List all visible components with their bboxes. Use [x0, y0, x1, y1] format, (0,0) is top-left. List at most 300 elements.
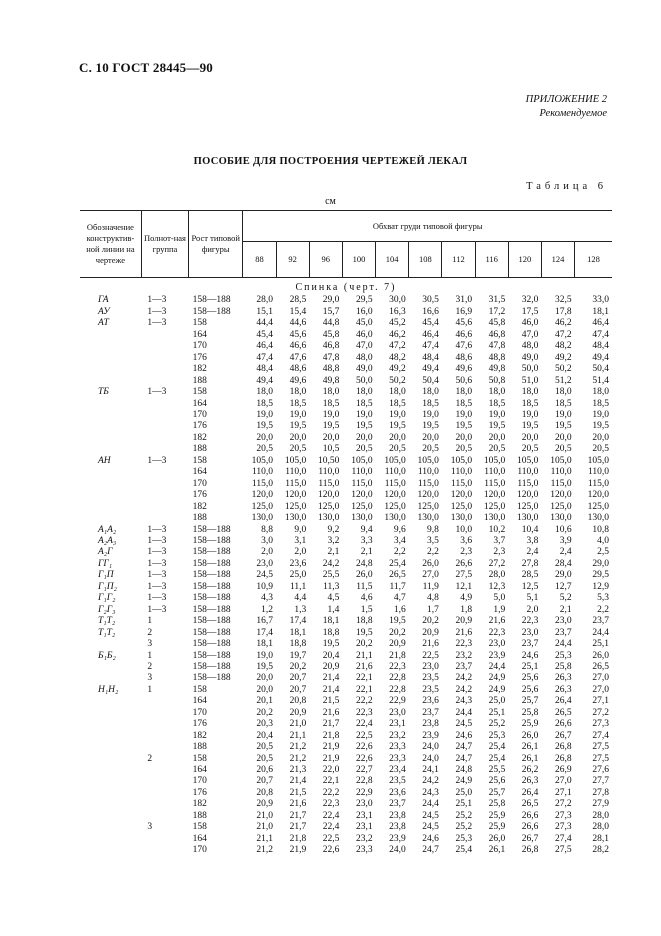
row-height: 158—188: [192, 547, 231, 558]
row-value: 105,0: [351, 455, 373, 466]
table-row: [80, 639, 612, 650]
row-value: 105,0: [284, 455, 307, 466]
row-designation: [80, 754, 141, 765]
row-value: 25,2: [488, 719, 506, 730]
row-height: 158—188: [192, 604, 231, 615]
row-value: 24,4: [488, 661, 506, 672]
row-height: 188: [192, 742, 207, 753]
row-value: 28,0: [592, 810, 609, 821]
row-value: 23,8: [389, 822, 406, 833]
row-value: 17,4: [256, 627, 274, 638]
row-value: 27,4: [554, 833, 572, 844]
row-value: 17,5: [521, 306, 539, 317]
row-height: 170: [192, 776, 207, 787]
row-value: 120,0: [587, 490, 609, 501]
row-value: 32,5: [554, 295, 572, 306]
row-value: 20,7: [289, 673, 307, 684]
row-group: [141, 376, 188, 387]
row-value: 18,0: [389, 387, 406, 398]
row-value: 20,5: [355, 444, 373, 455]
row-value: 4,9: [460, 593, 473, 604]
row-value: 110,0: [351, 467, 373, 478]
row-value: 19,5: [355, 421, 373, 432]
row-value: 10,6: [554, 524, 572, 535]
row-designation: [80, 353, 141, 364]
row-value: 50,2: [389, 375, 406, 386]
row-value: 23,7: [455, 661, 473, 672]
row-value: 10,2: [488, 524, 506, 535]
row-value: 25,1: [592, 639, 609, 650]
row-value: 31,5: [488, 295, 506, 306]
row-value: 105,0: [384, 455, 406, 466]
row-group: [141, 708, 188, 719]
row-value: 48,0: [355, 352, 373, 363]
row-value: 18,0: [355, 387, 373, 398]
row-value: 19,5: [554, 421, 572, 432]
row-value: 48,4: [422, 352, 439, 363]
row-value: 47,2: [554, 329, 572, 340]
row-value: 20,8: [289, 696, 307, 707]
row-height: 158—188: [192, 650, 231, 661]
col-designation-header: Обозначение конструктив-ной линии на чертеже: [80, 211, 141, 278]
row-value: 25,1: [521, 661, 539, 672]
row-value: 20,7: [256, 776, 274, 787]
row-value: 25,9: [521, 719, 539, 730]
row-designation: [80, 502, 141, 513]
row-value: 47,6: [289, 352, 307, 363]
row-value: 18,0: [422, 387, 439, 398]
row-value: 21,8: [322, 730, 340, 741]
row-value: 19,5: [355, 627, 373, 638]
row-height: 182: [192, 432, 207, 443]
row-value: 27,3: [592, 719, 609, 730]
row-group: 1—3: [147, 593, 167, 604]
row-value: 2,3: [493, 547, 506, 558]
row-value: 19,0: [488, 409, 506, 420]
row-designation: А₂Г: [98, 547, 113, 558]
row-value: 9,4: [360, 524, 373, 535]
row-value: 20,0: [289, 432, 307, 443]
appendix-label: [526, 93, 607, 121]
row-value: 26,5: [592, 661, 609, 672]
row-designation: [80, 479, 141, 490]
row-value: 5,2: [559, 593, 572, 604]
row-value: 27,0: [554, 776, 572, 787]
row-value: 20,5: [592, 444, 609, 455]
row-designation: [80, 708, 141, 719]
row-designation: Т₁Т₂: [98, 616, 116, 627]
row-value: 18,1: [289, 627, 307, 638]
row-value: 47,8: [488, 341, 506, 352]
row-value: 22,3: [389, 661, 406, 672]
measurements-table: [80, 210, 612, 857]
row-value: 22,4: [322, 822, 340, 833]
row-value: 20,0: [592, 432, 609, 443]
row-value: 33,0: [592, 295, 609, 306]
row-value: 19,0: [389, 409, 406, 420]
row-value: 25,2: [455, 810, 473, 821]
row-value: 23,0: [488, 639, 506, 650]
row-value: 27,1: [592, 696, 609, 707]
row-height: 158: [192, 455, 207, 466]
table-row: [80, 754, 612, 765]
row-height: 182: [192, 730, 207, 741]
row-designation: [80, 513, 141, 524]
row-value: 110,0: [451, 467, 473, 478]
row-group: 1—3: [147, 318, 167, 329]
row-value: 20,0: [554, 432, 572, 443]
row-value: 27,7: [592, 776, 609, 787]
row-value: 20,5: [256, 444, 274, 455]
table-row: [80, 708, 612, 719]
row-value: 27,3: [554, 822, 572, 833]
row-value: 47,2: [389, 341, 406, 352]
table-row: [80, 295, 612, 306]
row-value: 48,4: [592, 341, 609, 352]
row-value: 19,0: [289, 409, 307, 420]
row-value: 20,1: [256, 696, 274, 707]
table-row: [80, 341, 612, 352]
row-value: 26,8: [554, 753, 572, 764]
row-value: 26,6: [554, 719, 572, 730]
row-value: 105,0: [450, 455, 473, 466]
row-value: 19,5: [322, 421, 340, 432]
row-value: 20,2: [389, 627, 406, 638]
row-value: 18,0: [455, 387, 473, 398]
row-value: 120,0: [251, 490, 274, 501]
row-designation: [80, 433, 141, 444]
row-value: 8,8: [261, 524, 274, 535]
row-value: 20,5: [554, 444, 572, 455]
row-value: 26,5: [521, 799, 539, 810]
row-value: 50,6: [455, 375, 473, 386]
row-value: 49,2: [389, 364, 406, 375]
row-value: 45,6: [289, 329, 307, 340]
row-height: 158—188: [192, 570, 231, 581]
row-group: 1—3: [147, 306, 167, 317]
row-value: 25,6: [521, 684, 539, 695]
row-value: 110,0: [285, 467, 307, 478]
row-height: 176: [192, 719, 207, 730]
row-value: 24,9: [488, 684, 506, 695]
row-designation: [80, 719, 141, 730]
row-value: 24,4: [422, 799, 439, 810]
row-value: 18,5: [592, 398, 609, 409]
row-value: 18,5: [521, 398, 539, 409]
row-value: 19,5: [521, 421, 539, 432]
row-value: 4,3: [261, 593, 274, 604]
row-value: 19,5: [488, 421, 506, 432]
table-row: [80, 353, 612, 364]
table-row: [80, 719, 612, 730]
row-group: [141, 799, 188, 810]
row-value: 16,0: [355, 306, 373, 317]
size-header: 96: [309, 242, 342, 278]
row-value: 23,8: [389, 810, 406, 821]
row-value: 130,0: [351, 513, 373, 524]
row-value: 115,0: [587, 478, 609, 489]
table-row: [80, 662, 612, 673]
row-value: 130,0: [384, 513, 406, 524]
row-value: 115,0: [550, 478, 572, 489]
row-value: 24,8: [355, 558, 373, 569]
row-value: 46,8: [322, 341, 340, 352]
row-value: 22,7: [355, 765, 373, 776]
row-value: 20,0: [256, 684, 274, 695]
row-height: 158: [192, 822, 207, 833]
row-value: 120,0: [284, 490, 307, 501]
row-value: 125,0: [318, 501, 340, 512]
row-value: 23,2: [389, 730, 406, 741]
row-value: 26,0: [355, 570, 373, 581]
row-value: 21,0: [256, 822, 274, 833]
row-designation: [80, 799, 141, 810]
row-value: 20,0: [521, 432, 539, 443]
row-value: 45,8: [488, 318, 506, 329]
row-value: 21,5: [322, 696, 340, 707]
row-value: 26,8: [554, 742, 572, 753]
row-value: 47,0: [521, 329, 539, 340]
row-value: 105,0: [251, 455, 274, 466]
row-value: 49,8: [488, 364, 506, 375]
row-value: 21,1: [355, 650, 373, 661]
table-row: [80, 502, 612, 513]
row-group: 1: [147, 616, 153, 627]
row-value: 130,0: [550, 513, 572, 524]
row-group: [141, 353, 188, 364]
row-designation: [80, 788, 141, 799]
table-row: [80, 547, 612, 558]
row-value: 29,0: [554, 570, 572, 581]
row-value: 26,0: [592, 650, 609, 661]
row-designation: [80, 330, 141, 341]
row-group: 1—3: [147, 524, 167, 535]
row-value: 115,0: [252, 478, 274, 489]
row-value: 125,0: [284, 501, 307, 512]
row-value: 23,6: [422, 696, 439, 707]
row-height: 176: [192, 421, 207, 432]
row-group: [141, 467, 188, 478]
row-value: 130,0: [587, 513, 609, 524]
row-value: 46,2: [389, 329, 406, 340]
row-value: 23,0: [256, 558, 274, 569]
row-height: 188: [192, 375, 207, 386]
row-value: 125,0: [417, 501, 439, 512]
row-value: 23,0: [521, 627, 539, 638]
row-value: 24,2: [322, 558, 340, 569]
row-value: 27,8: [592, 787, 609, 798]
row-group: 1—3: [147, 570, 167, 581]
row-value: 22,4: [322, 810, 340, 821]
row-designation: Г₁П₂: [98, 581, 117, 592]
row-value: 19,0: [322, 409, 340, 420]
row-value: 24,2: [422, 776, 439, 787]
table-row: [80, 605, 612, 616]
row-value: 25,3: [488, 730, 506, 741]
row-value: 20,9: [422, 627, 439, 638]
row-value: 11,3: [323, 581, 340, 592]
row-height: 176: [192, 787, 207, 798]
row-value: 21,7: [289, 810, 307, 821]
row-group: 2: [147, 661, 153, 672]
row-value: 46,0: [355, 329, 373, 340]
row-value: 27,4: [592, 730, 609, 741]
row-value: 27,2: [554, 799, 572, 810]
row-height: 182: [192, 501, 207, 512]
row-value: 120,0: [384, 490, 406, 501]
table-row: [80, 307, 612, 318]
row-value: 110,0: [417, 467, 439, 478]
row-value: 48,6: [455, 352, 473, 363]
col-height-header: Рост типовой фигуры: [189, 211, 243, 278]
row-value: 23,5: [422, 673, 439, 684]
row-value: 23,7: [592, 616, 609, 627]
row-value: 21,5: [289, 787, 307, 798]
row-value: 26,6: [521, 822, 539, 833]
row-value: 3,7: [493, 535, 506, 546]
row-value: 24,4: [592, 627, 609, 638]
table-row: [80, 570, 612, 581]
row-value: 16,7: [256, 616, 274, 627]
row-value: 23,1: [389, 719, 406, 730]
row-height: 170: [192, 409, 207, 420]
table-row: [80, 330, 612, 341]
row-value: 49,0: [355, 364, 373, 375]
row-value: 48,6: [289, 364, 307, 375]
size-header: 116: [475, 242, 508, 278]
row-value: 27,6: [592, 765, 609, 776]
size-header: 128: [575, 242, 612, 278]
row-value: 24,0: [422, 753, 439, 764]
row-value: 48,0: [521, 341, 539, 352]
row-value: 50,0: [521, 364, 539, 375]
document-title: ПОСОБИЕ ДЛЯ ПОСТРОЕНИЯ ЧЕРТЕЖЕЙ ЛЕКАЛ: [193, 156, 468, 167]
row-value: 18,8: [289, 639, 307, 650]
table-row: [80, 696, 612, 707]
row-value: 28,0: [256, 295, 274, 306]
row-value: 22,0: [322, 765, 340, 776]
row-value: 20,0: [422, 432, 439, 443]
row-value: 22,2: [322, 787, 340, 798]
row-value: 24,5: [256, 570, 274, 581]
row-value: 20,0: [389, 432, 406, 443]
row-value: 21,9: [322, 742, 340, 753]
row-value: 130,0: [417, 513, 439, 524]
table-row: [80, 628, 612, 639]
row-value: 26,7: [521, 833, 539, 844]
row-value: 24,5: [422, 810, 439, 821]
row-value: 44,8: [322, 318, 340, 329]
row-value: 125,0: [450, 501, 473, 512]
row-value: 25,4: [389, 558, 406, 569]
row-group: [141, 513, 188, 524]
row-value: 18,5: [488, 398, 506, 409]
row-value: 19,5: [289, 421, 307, 432]
row-value: 26,5: [389, 570, 406, 581]
row-value: 25,4: [455, 845, 473, 856]
row-value: 11,5: [356, 581, 373, 592]
row-value: 18,0: [554, 387, 572, 398]
table-row: [80, 444, 612, 455]
row-value: 46,6: [289, 341, 307, 352]
row-value: 50,4: [422, 375, 439, 386]
row-value: 18,0: [256, 387, 274, 398]
row-height: 176: [192, 490, 207, 501]
table-row: [80, 364, 612, 375]
row-value: 24,1: [422, 765, 439, 776]
row-value: 23,1: [355, 822, 373, 833]
row-height: 164: [192, 833, 207, 844]
row-group: [141, 742, 188, 753]
row-group: 1: [147, 684, 153, 695]
row-value: 23,7: [521, 639, 539, 650]
row-value: 20,0: [488, 432, 506, 443]
row-value: 28,0: [488, 570, 506, 581]
row-designation: Б₁Б₂: [98, 650, 116, 661]
row-designation: А₁А₂: [98, 524, 117, 535]
row-value: 20,5: [521, 444, 539, 455]
table-row: [80, 467, 612, 478]
row-group: 1: [147, 650, 153, 661]
row-value: 5,3: [597, 593, 609, 604]
row-value: 26,1: [521, 753, 539, 764]
table-row: [80, 685, 612, 696]
row-value: 18,0: [592, 387, 609, 398]
row-value: 19,0: [521, 409, 539, 420]
row-value: 3,1: [294, 535, 307, 546]
row-designation: [80, 731, 141, 742]
row-value: 23,0: [422, 661, 439, 672]
row-value: 51,0: [521, 375, 539, 386]
table-row: [80, 651, 612, 662]
row-value: 47,6: [455, 341, 473, 352]
row-value: 49,8: [322, 375, 340, 386]
row-value: 20,5: [289, 444, 307, 455]
row-value: 25,9: [488, 810, 506, 821]
row-value: 26,7: [554, 730, 572, 741]
row-value: 21,6: [289, 799, 307, 810]
row-value: 21,2: [289, 742, 307, 753]
row-value: 26,0: [521, 730, 539, 741]
row-value: 24,8: [455, 765, 473, 776]
size-header: 112: [442, 242, 475, 278]
row-value: 125,0: [517, 501, 539, 512]
row-value: 5,0: [493, 593, 506, 604]
row-group: 1—3: [147, 535, 167, 546]
row-value: 9,0: [294, 524, 307, 535]
row-value: 10,0: [455, 524, 473, 535]
row-value: 110,0: [517, 467, 539, 478]
row-value: 2,0: [294, 547, 307, 558]
table-row: [80, 410, 612, 421]
row-value: 22,1: [322, 776, 340, 787]
row-value: 20,4: [322, 650, 340, 661]
row-height: 158: [192, 318, 207, 329]
row-value: 25,6: [488, 776, 506, 787]
row-value: 21,6: [455, 627, 473, 638]
row-value: 2,0: [526, 604, 539, 615]
row-value: 21,7: [322, 719, 340, 730]
table-row: [80, 616, 612, 627]
row-value: 45,8: [322, 329, 340, 340]
row-value: 24,4: [455, 707, 473, 718]
row-value: 105,0: [517, 455, 539, 466]
row-value: 46,6: [455, 329, 473, 340]
row-value: 115,0: [484, 478, 506, 489]
row-height: 170: [192, 478, 207, 489]
row-value: 23,0: [389, 707, 406, 718]
row-value: 20,0: [455, 432, 473, 443]
